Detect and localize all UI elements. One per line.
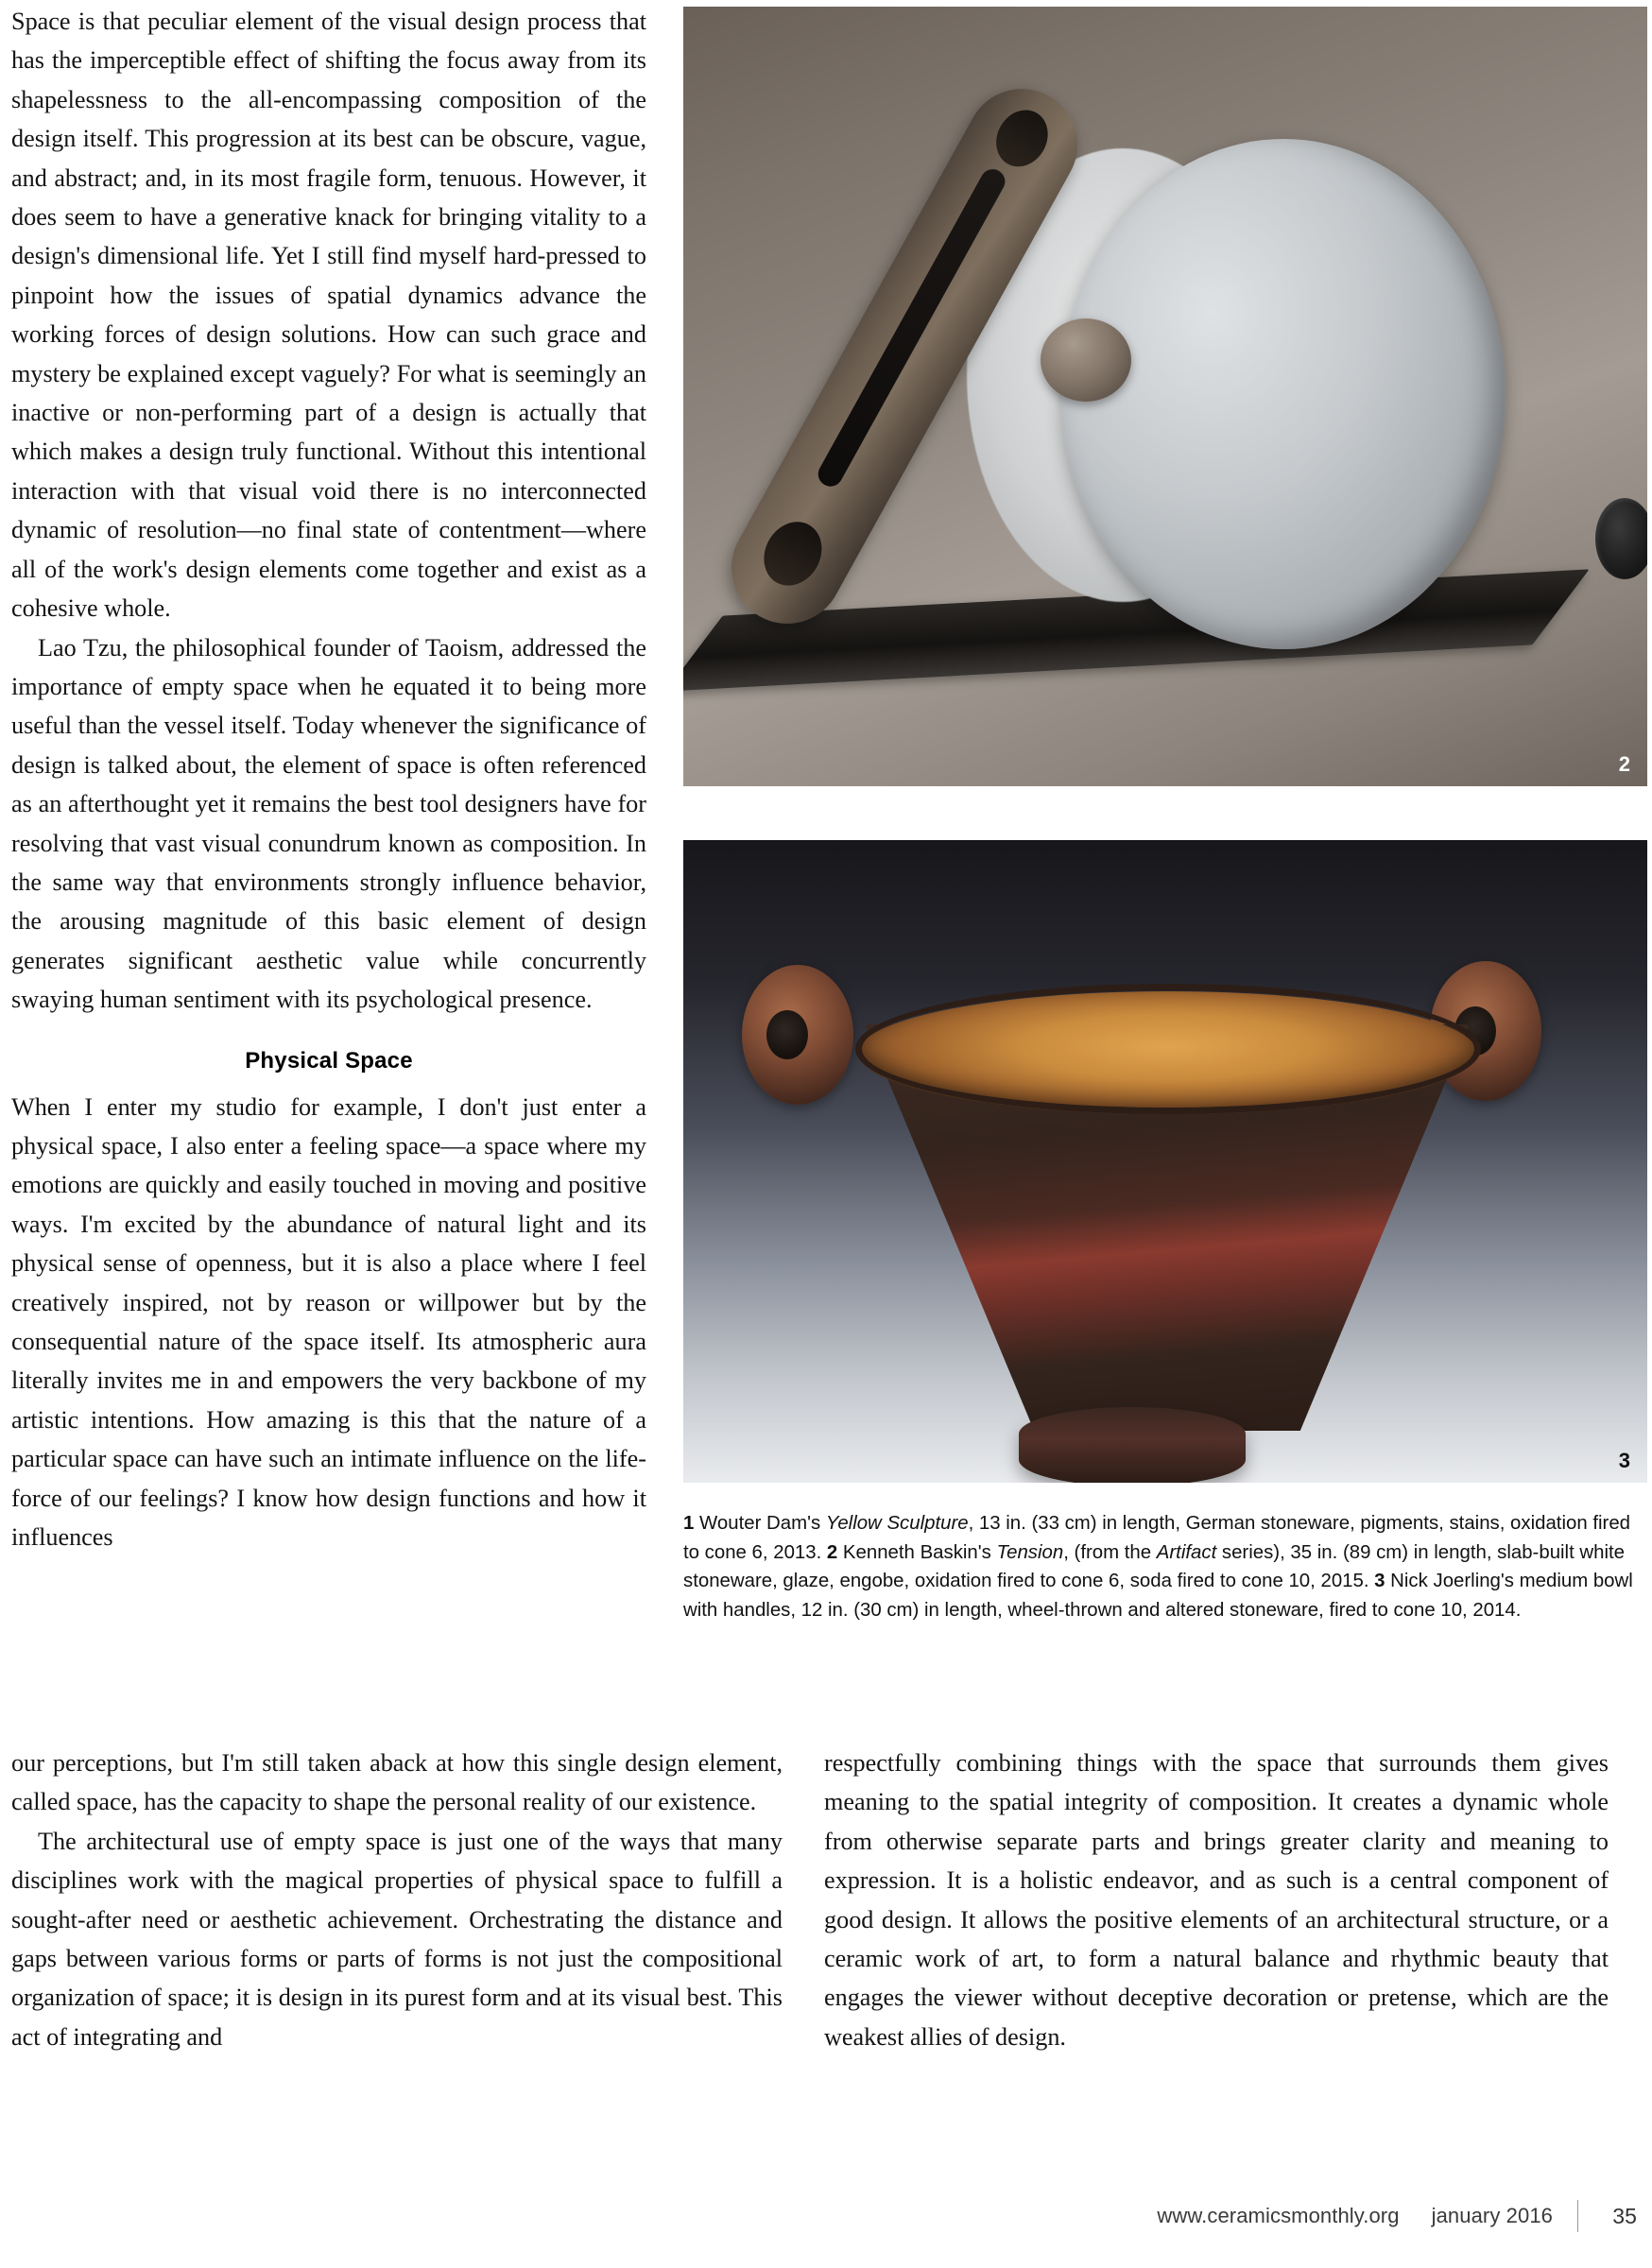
caption-2-text-c: series), 35 in. (89 cm) in length, slab-built white stoneware, glaze, engobe, oxidation fired to cone 6, soda fired to cone 10, 2015.	[683, 1541, 1626, 1592]
caption-2-text-b: , (from the	[1063, 1541, 1157, 1563]
paragraph-3: When I enter my studio for example, I don't just enter a physical space, I also enter a feeling space—a space where my emotions are quickly and easily touched in moving and positive ways. I'm excited by the abundance of natural light and its physical sense of openness, but it is also a place where I feel creatively inspired, not by reason or willpower but by the consequential nature of the space itself. Its atmospheric aura literally invites me in and empowers the very backbone of my artistic intentions. How amazing is this that the nature of a particular space can have such an intimate influence on the life-force of our feelings? I know how design functions and how it influences	[11, 1092, 646, 1552]
figure-3-image	[683, 840, 1647, 1483]
bowl-handle-left	[742, 965, 853, 1105]
sculpture-center-knob	[1041, 318, 1131, 402]
paragraph-1: Space is that peculiar element of the visual design process that has the imperceptible effect of shifting the focus away from its shapelessness to the all-encompassing composition of the design itself. This progression at its best can be obscure, vague, and abstract; and, in its most fragile form, tenuous. However, it does seem to have a generative knack for bringing vitality to a design's dimensional life. Yet I still find myself hard-pressed to pinpoint how the issues of spatial dynamics advance the working forces of design solutions. How can such grace and mystery be explained except vaguely? For what is seemingly an inactive or non-performing part of a design is actually that which makes a design truly functional. Without this intentional interaction with that visual void there is no interconnected dynamic of resolution—no final state of contentment—where all of the work's design elements come together and exist as a cohesive whole.	[11, 8, 646, 623]
caption-1-text-b: , 13 in. (33 cm) in length, German stoneware, pigments, stains, oxidation fired to cone 6, 2013.	[683, 1513, 1631, 1563]
caption-2-number: 2	[826, 1541, 838, 1563]
article-body-section	[11, 1088, 646, 1557]
sculpture-arm-eye-top	[987, 101, 1058, 176]
paragraph-5: The architectural use of empty space is just one of the ways that many disciplines work with the magical properties of physical space to fulfill a sought-after need or aesthetic achievement. Orchestrating the distance and gaps between various forms or parts of forms is not just the compositional organization of space; it is design in its purest form and at its visual best. This act of integrating and	[11, 1827, 783, 2051]
article-body-lower-right	[824, 1744, 1609, 2056]
caption-3-text: Nick Joerling's medium bowl with handles, 12 in. (30 cm) in length, wheel-thrown and altered stoneware, fired to cone 10, 2014.	[683, 1571, 1633, 1621]
footer-website-url[interactable]: www.ceramicsmonthly.org	[1157, 2204, 1400, 2227]
figure-2-number: 2	[1618, 752, 1630, 776]
figure-caption-block	[683, 1509, 1647, 1624]
left-column-lower	[11, 1744, 783, 2056]
paragraph-2: Lao Tzu, the philosophical founder of Taoism, addressed the importance of empty space when he equated it to being more useful than the vessel itself. Today whenever the significance of design is talked about, the element of space is often referenced as an afterthought yet it remains the best tool designers have for resolving that vast visual conundrum known as composition. In the same way that environments strongly influence behavior, the arousing magnitude of this basic element of design generates significant aesthetic value while concurrently swaying human sentiment with its psychological presence.	[11, 633, 646, 1014]
caption-2-text-a: Kenneth Baskin's	[837, 1541, 997, 1563]
sculpture-front-disc	[1061, 139, 1506, 649]
bowl-foot	[1019, 1407, 1246, 1483]
footer-page-number: 35	[1612, 2203, 1637, 2228]
footer-issue	[1432, 2204, 1553, 2228]
footer-issue-year: 2016	[1506, 2204, 1553, 2227]
caption-1-number: 1	[683, 1513, 695, 1534]
right-column-lower	[824, 1744, 1609, 2056]
caption-1-title: Yellow Sculpture	[825, 1513, 969, 1534]
sculpture-disc-hole	[1595, 498, 1647, 579]
section-heading-physical-space: Physical Space	[245, 1047, 413, 1074]
caption-1-text-a: Wouter Dam's	[694, 1513, 826, 1534]
paragraph-6: respectfully combining things with the space that surrounds them gives meaning to the spatial integrity of composition. It creates a dynamic whole from otherwise separate parts and brings greater clarity and meaning to expression. It is a holistic endeavor, and as such is a central component of good design. It allows the positive elements of an architectural structure, or a ceramic work of art, to form a natural balance and rhythmic beauty that engages the viewer without deceptive decoration or pretense, which are the weakest allies of design.	[824, 1749, 1609, 2051]
paragraph-4-continuation: our perceptions, but I'm still taken aback at how this single design element, called space, has the capacity to shape the personal reality of our existence.	[11, 1749, 783, 1816]
left-column-upper	[11, 2, 646, 1556]
sculpture-illustration	[683, 7, 1647, 786]
sculpture-arm-eye-bottom	[753, 511, 834, 595]
footer-divider	[1577, 2200, 1578, 2232]
caption-3-number: 3	[1374, 1571, 1385, 1592]
caption-2-title: Tension	[996, 1541, 1064, 1563]
bowl-illustration	[683, 840, 1647, 1483]
figure-2-image	[683, 7, 1647, 786]
article-body-lower-left	[11, 1744, 783, 2056]
bowl-rim-edge	[855, 984, 1481, 1114]
article-body-upper	[11, 2, 646, 1020]
caption-2-series: Artifact	[1156, 1541, 1217, 1563]
page-footer	[1157, 2200, 1637, 2232]
figure-3-number: 3	[1618, 1449, 1630, 1472]
footer-issue-month: january	[1431, 2204, 1501, 2227]
